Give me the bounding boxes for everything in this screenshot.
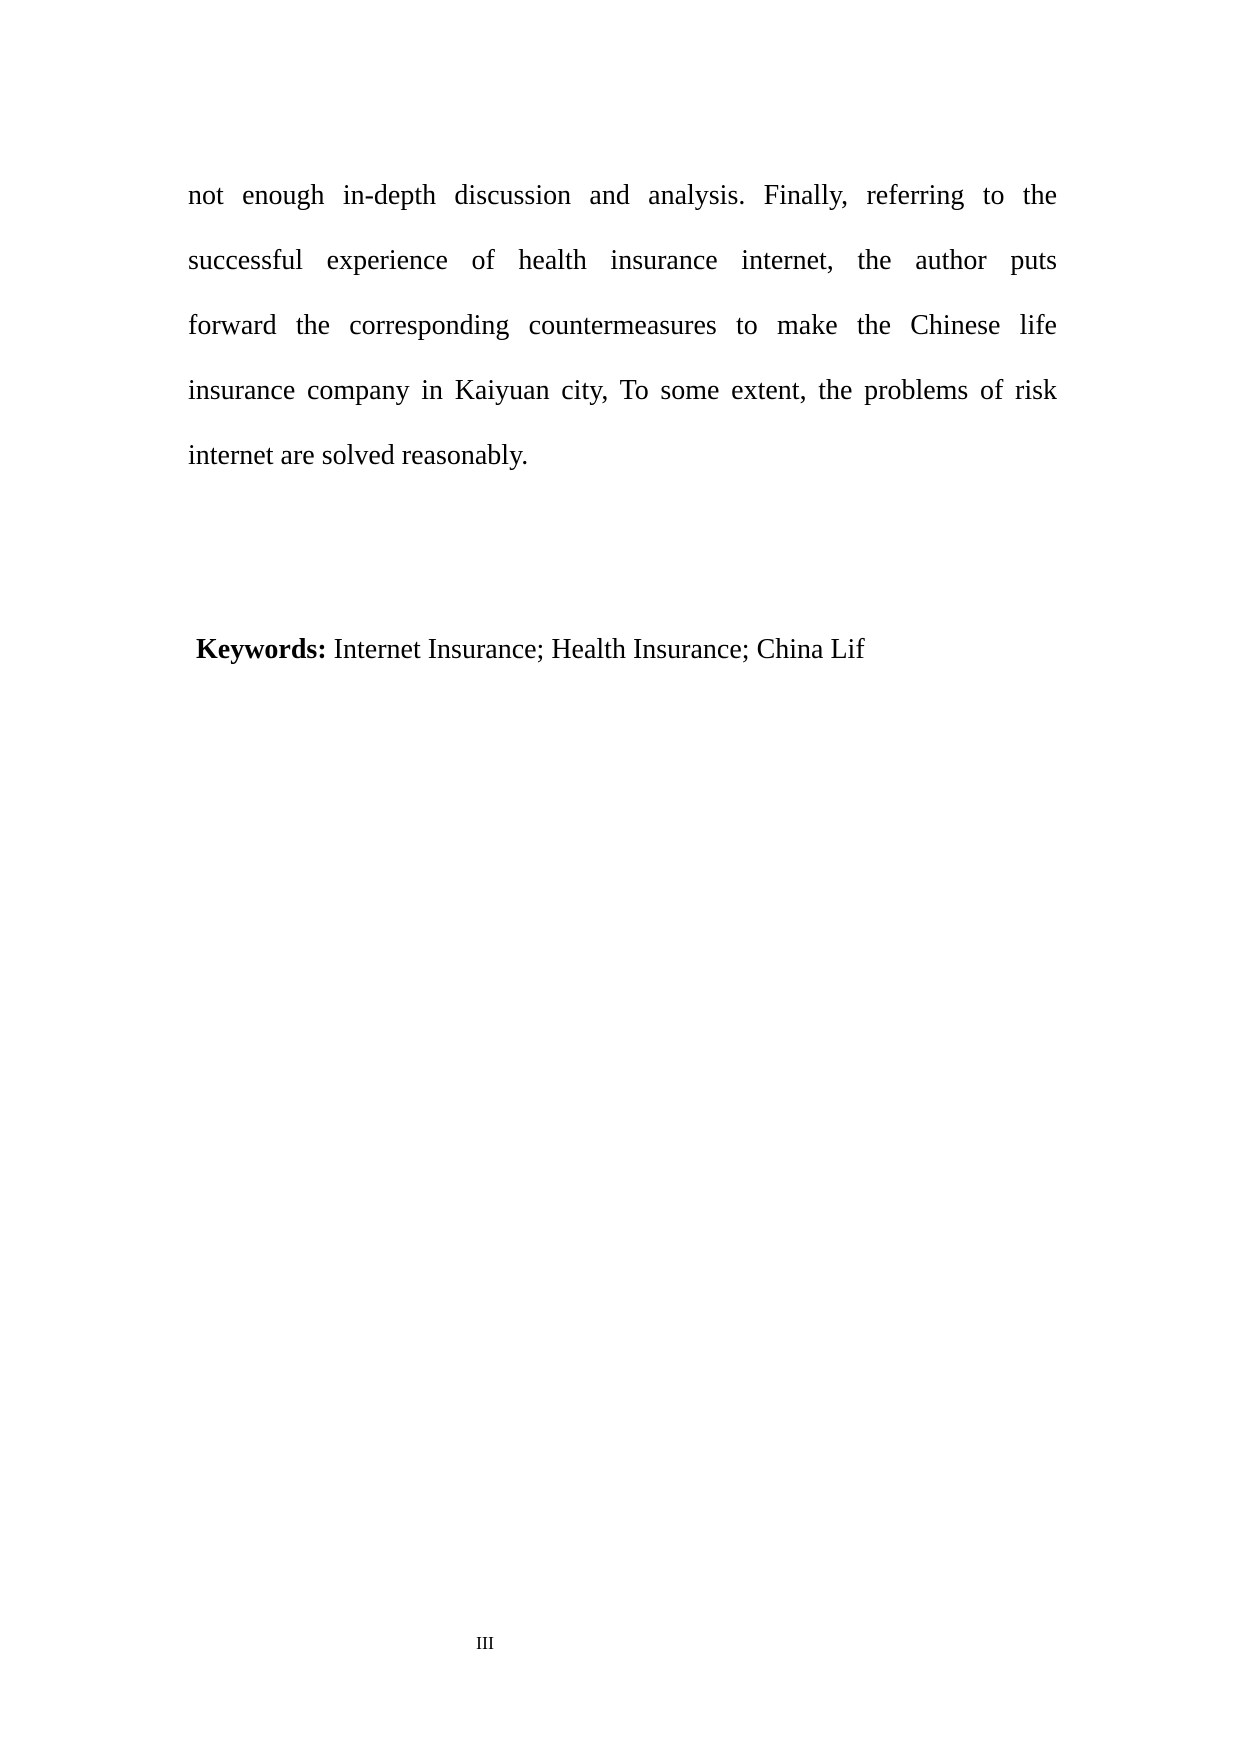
- keywords-label: Keywords:: [196, 634, 327, 665]
- paragraph-line-3: forward the corresponding countermeasures to make the Chinese life: [188, 310, 1057, 341]
- keywords-text: Internet Insurance; Health Insurance; China Lif: [333, 634, 865, 665]
- paragraph-line-1: not enough in-depth discussion and analysis. Finally, referring to the: [188, 180, 1057, 211]
- paragraph-line-5: internet are solved reasonably.: [188, 440, 529, 471]
- keywords-line: [196, 634, 865, 666]
- paragraph-line-2: successful experience of health insurance internet, the author puts: [188, 245, 1057, 276]
- paragraph-line-4: insurance company in Kaiyuan city, To some extent, the problems of risk: [188, 375, 1057, 406]
- page-number: III: [476, 1633, 494, 1653]
